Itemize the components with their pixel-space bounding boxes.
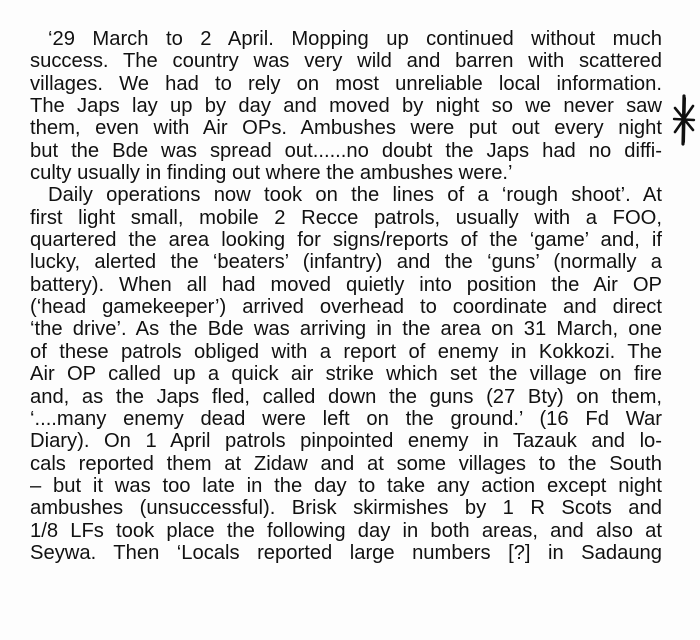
paragraph-2 xyxy=(30,184,662,564)
text-line: culty usually in finding out where the ambushes were.’ xyxy=(30,162,513,185)
text-line: (‘head gamekeeper’) arrived overhead to coordinate and direct xyxy=(30,296,662,319)
text-line: The Japs lay up by day and moved by night so we never saw xyxy=(30,95,662,118)
text-line: ‘29 March to 2 April. Mopping up continued without much xyxy=(48,28,662,50)
text-line: them, even with Air OPs. Ambushes were put out every night xyxy=(30,117,662,140)
text-line: ambushes (unsuccessful). Brisk skirmishes by 1 R Scots and xyxy=(30,497,662,520)
text-line: cals reported them at Zidaw and at some villages to the South xyxy=(30,452,662,475)
text-line: ‘....many enemy dead were left on the ground.’ (16 Fd War xyxy=(30,407,662,430)
text-line: but the Bde was spread out......no doubt the Japs had no diffi- xyxy=(30,139,662,162)
handwritten-asterisk-mark xyxy=(672,94,696,146)
text-line: first light small, mobile 2 Recce patrols, usually with a FOO, xyxy=(30,206,662,229)
text-line: Seywa. Then ‘Locals reported large numbers [?] in Sadaung xyxy=(30,541,662,564)
text-line: 1/8 LFs took place the following day in both areas, and also at xyxy=(30,519,662,542)
text-line: ‘the drive’. As the Bde was arriving in the area on 31 March, one xyxy=(30,318,662,341)
text-line: villages. We had to rely on most unreliable local information. xyxy=(30,72,662,95)
text-line: lucky, alerted the ‘beaters’ (infantry) and the ‘guns’ (normally a xyxy=(30,251,662,274)
paragraph-1 xyxy=(30,28,662,184)
text-line: battery). When all had moved quietly into position the Air OP xyxy=(30,273,662,296)
text-line: quartered the area looking for signs/reports of the ‘game’ and, if xyxy=(30,229,662,252)
text-line: Diary). On 1 April patrols pinpointed enemy in Tazauk and lo- xyxy=(30,430,662,453)
text-line: Daily operations now took on the lines of a ‘rough shoot’. At xyxy=(48,184,662,207)
text-line: and, as the Japs fled, called down the guns (27 Bty) on them, xyxy=(30,385,662,408)
text-line: – but it was too late in the day to take any action except night xyxy=(30,474,662,497)
text-line: success. The country was very wild and barren with scattered xyxy=(30,50,662,73)
text-line: Air OP called up a quick air strike which set the village on fire xyxy=(30,363,662,386)
text-line: of these patrols obliged with a report of enemy in Kokkozi. The xyxy=(30,340,662,363)
body-text xyxy=(30,28,662,564)
